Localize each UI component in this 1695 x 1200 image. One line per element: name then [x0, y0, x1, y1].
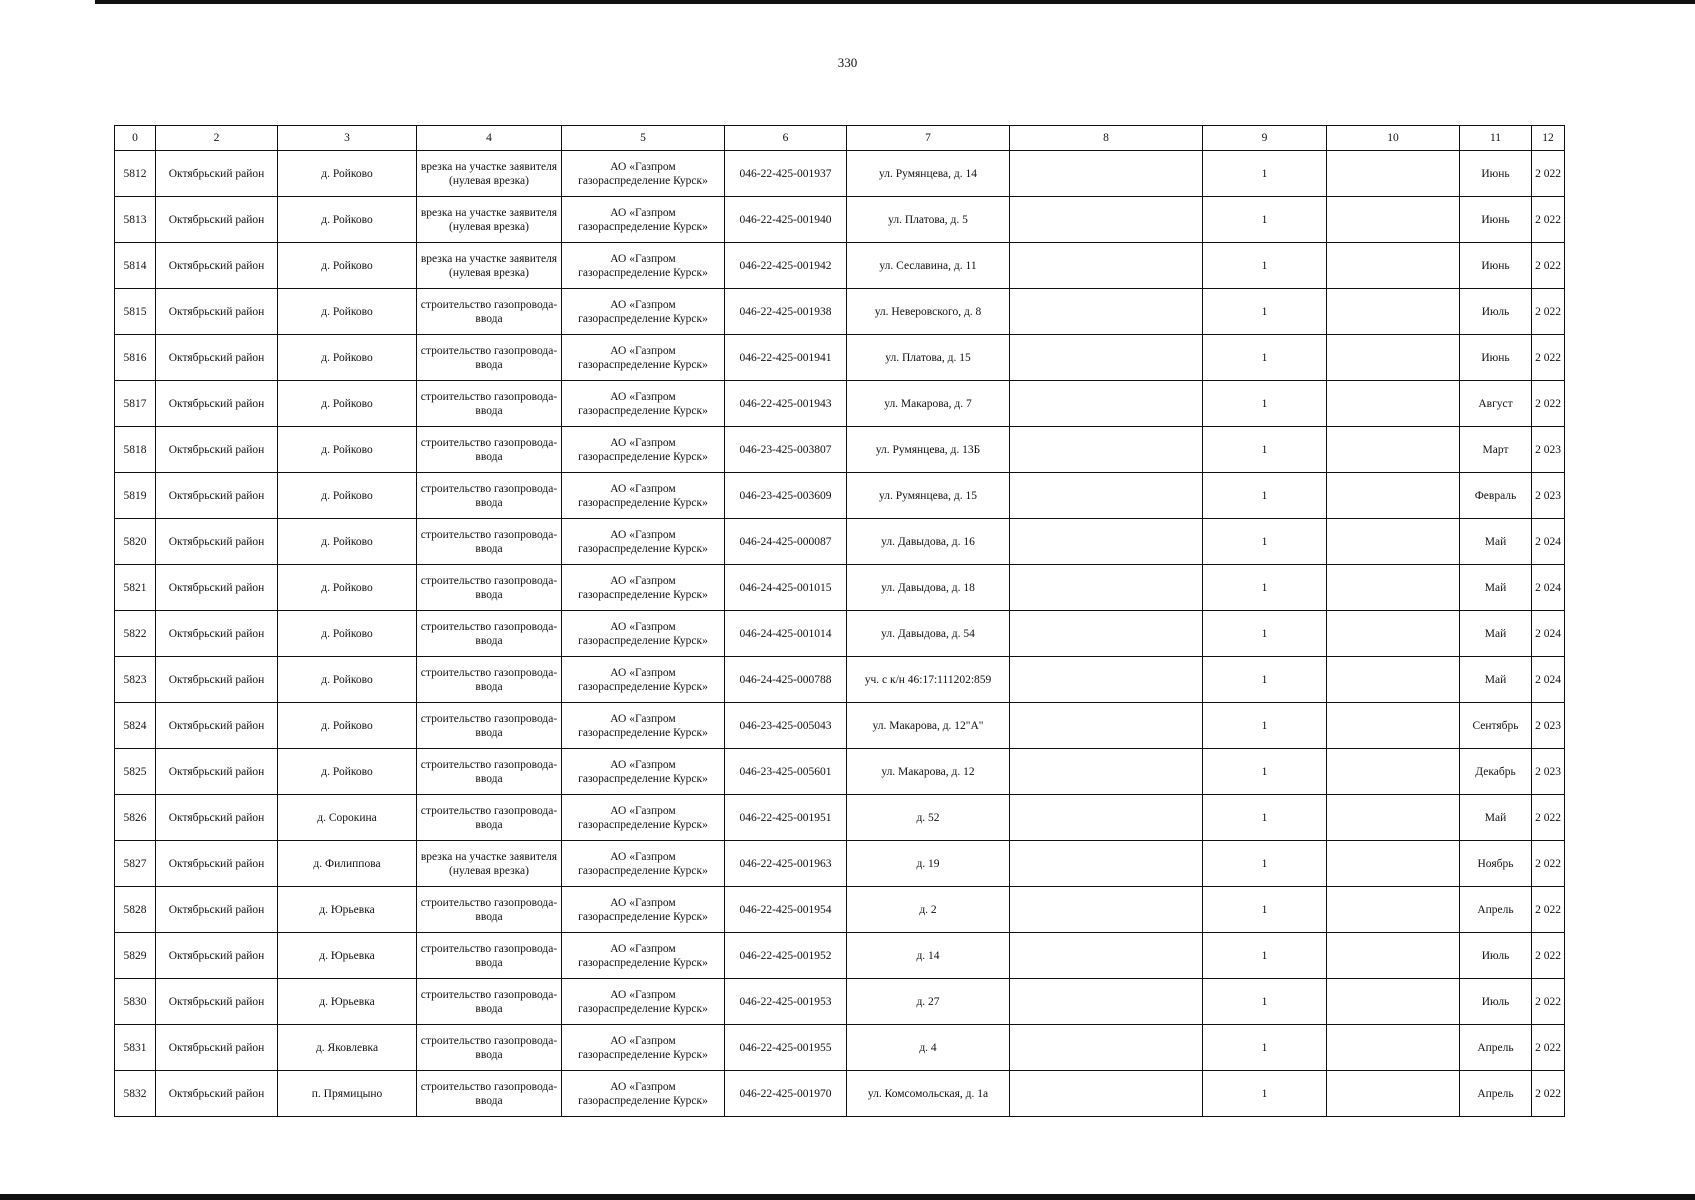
year-cell: 2 024 — [1532, 565, 1565, 611]
month-cell: Март — [1460, 427, 1532, 473]
empty-cell — [1327, 749, 1460, 795]
organization-cell: АО «Газпром газораспределение Курск» — [562, 519, 725, 565]
empty-cell — [1010, 795, 1203, 841]
work-type-cell: строительство газопровода-ввода — [417, 795, 562, 841]
year-cell: 2 024 — [1532, 611, 1565, 657]
address-cell: ул. Румянцева, д. 13Б — [847, 427, 1010, 473]
row-number-cell: 5825 — [115, 749, 156, 795]
district-cell: Октябрьский район — [156, 611, 278, 657]
organization-cell: АО «Газпром газораспределение Курск» — [562, 703, 725, 749]
year-cell: 2 024 — [1532, 519, 1565, 565]
work-type-cell: врезка на участке заявителя (нулевая врезка) — [417, 243, 562, 289]
address-cell: д. 14 — [847, 933, 1010, 979]
year-cell: 2 022 — [1532, 335, 1565, 381]
empty-cell — [1010, 473, 1203, 519]
district-cell: Октябрьский район — [156, 289, 278, 335]
address-cell: д. 52 — [847, 795, 1010, 841]
page-number: 330 — [837, 55, 858, 70]
year-cell: 2 022 — [1532, 381, 1565, 427]
application-number-cell: 046-22-425-001941 — [725, 335, 847, 381]
address-cell: ул. Платова, д. 15 — [847, 335, 1010, 381]
work-type-cell: строительство газопровода-ввода — [417, 519, 562, 565]
month-cell: Апрель — [1460, 1071, 1532, 1117]
application-number-cell: 046-22-425-001942 — [725, 243, 847, 289]
settlement-cell: д. Яковлевка — [278, 1025, 417, 1071]
application-number-cell: 046-22-425-001954 — [725, 887, 847, 933]
empty-cell — [1327, 611, 1460, 657]
table-row — [115, 243, 1565, 289]
district-cell: Октябрьский район — [156, 933, 278, 979]
table-row — [115, 381, 1565, 427]
settlement-cell: д. Ройково — [278, 703, 417, 749]
empty-cell — [1327, 979, 1460, 1025]
organization-cell: АО «Газпром газораспределение Курск» — [562, 795, 725, 841]
work-type-cell: строительство газопровода-ввода — [417, 427, 562, 473]
empty-cell — [1010, 427, 1203, 473]
work-type-cell: строительство газопровода-ввода — [417, 703, 562, 749]
year-cell: 2 023 — [1532, 749, 1565, 795]
year-cell: 2 022 — [1532, 979, 1565, 1025]
organization-cell: АО «Газпром газораспределение Курск» — [562, 565, 725, 611]
application-number-cell: 046-24-425-000087 — [725, 519, 847, 565]
settlement-cell: д. Ройково — [278, 749, 417, 795]
district-cell: Октябрьский район — [156, 979, 278, 1025]
address-cell: ул. Неверовского, д. 8 — [847, 289, 1010, 335]
table-row — [115, 841, 1565, 887]
district-cell: Октябрьский район — [156, 1025, 278, 1071]
month-cell: Август — [1460, 381, 1532, 427]
work-type-cell: строительство газопровода-ввода — [417, 979, 562, 1025]
application-number-cell: 046-23-425-005043 — [725, 703, 847, 749]
month-cell: Июнь — [1460, 197, 1532, 243]
quantity-cell: 1 — [1203, 151, 1327, 197]
table-row — [115, 335, 1565, 381]
month-cell: Июнь — [1460, 243, 1532, 289]
application-number-cell: 046-24-425-001014 — [725, 611, 847, 657]
table-row — [115, 519, 1565, 565]
application-number-cell: 046-24-425-000788 — [725, 657, 847, 703]
row-number-cell: 5814 — [115, 243, 156, 289]
empty-cell — [1327, 197, 1460, 243]
empty-cell — [1010, 243, 1203, 289]
year-cell: 2 022 — [1532, 1025, 1565, 1071]
empty-cell — [1010, 519, 1203, 565]
empty-cell — [1010, 887, 1203, 933]
empty-cell — [1327, 427, 1460, 473]
month-cell: Сентябрь — [1460, 703, 1532, 749]
empty-cell — [1327, 335, 1460, 381]
address-cell: уч. с к/н 46:17:111202:859 — [847, 657, 1010, 703]
quantity-cell: 1 — [1203, 703, 1327, 749]
quantity-cell: 1 — [1203, 933, 1327, 979]
table-row — [115, 1025, 1565, 1071]
column-header: 6 — [725, 126, 847, 151]
settlement-cell: д. Ройково — [278, 243, 417, 289]
year-cell: 2 022 — [1532, 151, 1565, 197]
settlement-cell: д. Филиппова — [278, 841, 417, 887]
application-number-cell: 046-23-425-005601 — [725, 749, 847, 795]
table-row — [115, 749, 1565, 795]
address-cell: ул. Давыдова, д. 54 — [847, 611, 1010, 657]
application-number-cell: 046-24-425-001015 — [725, 565, 847, 611]
empty-cell — [1010, 611, 1203, 657]
table-row — [115, 197, 1565, 243]
application-number-cell: 046-23-425-003807 — [725, 427, 847, 473]
district-cell: Октябрьский район — [156, 795, 278, 841]
column-header: 10 — [1327, 126, 1460, 151]
organization-cell: АО «Газпром газораспределение Курск» — [562, 979, 725, 1025]
empty-cell — [1327, 243, 1460, 289]
row-number-cell: 5832 — [115, 1071, 156, 1117]
address-cell: ул. Макарова, д. 7 — [847, 381, 1010, 427]
address-cell: ул. Макарова, д. 12"А" — [847, 703, 1010, 749]
empty-cell — [1327, 519, 1460, 565]
year-cell: 2 022 — [1532, 243, 1565, 289]
row-number-cell: 5817 — [115, 381, 156, 427]
empty-cell — [1327, 1071, 1460, 1117]
year-cell: 2 024 — [1532, 657, 1565, 703]
settlement-cell: п. Прямицыно — [278, 1071, 417, 1117]
row-number-cell: 5830 — [115, 979, 156, 1025]
settlement-cell: д. Ройково — [278, 427, 417, 473]
header-row — [115, 126, 1565, 151]
organization-cell: АО «Газпром газораспределение Курск» — [562, 887, 725, 933]
row-number-cell: 5826 — [115, 795, 156, 841]
quantity-cell: 1 — [1203, 473, 1327, 519]
settlement-cell: д. Ройково — [278, 473, 417, 519]
table-row — [115, 887, 1565, 933]
district-cell: Октябрьский район — [156, 197, 278, 243]
month-cell: Май — [1460, 519, 1532, 565]
quantity-cell: 1 — [1203, 795, 1327, 841]
organization-cell: АО «Газпром газораспределение Курск» — [562, 1071, 725, 1117]
organization-cell: АО «Газпром газораспределение Курск» — [562, 151, 725, 197]
quantity-cell: 1 — [1203, 289, 1327, 335]
year-cell: 2 022 — [1532, 933, 1565, 979]
settlement-cell: д. Ройково — [278, 657, 417, 703]
month-cell: Май — [1460, 565, 1532, 611]
application-number-cell: 046-22-425-001970 — [725, 1071, 847, 1117]
quantity-cell: 1 — [1203, 519, 1327, 565]
empty-cell — [1327, 473, 1460, 519]
empty-cell — [1010, 979, 1203, 1025]
application-number-cell: 046-22-425-001952 — [725, 933, 847, 979]
row-number-cell: 5815 — [115, 289, 156, 335]
empty-cell — [1010, 933, 1203, 979]
empty-cell — [1327, 381, 1460, 427]
empty-cell — [1010, 335, 1203, 381]
district-cell: Октябрьский район — [156, 887, 278, 933]
work-type-cell: строительство газопровода-ввода — [417, 565, 562, 611]
address-cell: ул. Комсомольская, д. 1а — [847, 1071, 1010, 1117]
settlement-cell: д. Ройково — [278, 289, 417, 335]
empty-cell — [1327, 1025, 1460, 1071]
organization-cell: АО «Газпром газораспределение Курск» — [562, 473, 725, 519]
row-number-cell: 5829 — [115, 933, 156, 979]
column-header: 7 — [847, 126, 1010, 151]
table-row — [115, 703, 1565, 749]
application-number-cell: 046-22-425-001937 — [725, 151, 847, 197]
application-number-cell: 046-22-425-001940 — [725, 197, 847, 243]
district-cell: Октябрьский район — [156, 519, 278, 565]
table-row — [115, 427, 1565, 473]
quantity-cell: 1 — [1203, 887, 1327, 933]
organization-cell: АО «Газпром газораспределение Курск» — [562, 243, 725, 289]
quantity-cell: 1 — [1203, 381, 1327, 427]
row-number-cell: 5822 — [115, 611, 156, 657]
empty-cell — [1327, 887, 1460, 933]
quantity-cell: 1 — [1203, 243, 1327, 289]
quantity-cell: 1 — [1203, 1071, 1327, 1117]
empty-cell — [1010, 381, 1203, 427]
application-number-cell: 046-22-425-001953 — [725, 979, 847, 1025]
work-type-cell: строительство газопровода-ввода — [417, 335, 562, 381]
settlement-cell: д. Сорокина — [278, 795, 417, 841]
month-cell: Июнь — [1460, 335, 1532, 381]
row-number-cell: 5827 — [115, 841, 156, 887]
district-cell: Октябрьский район — [156, 565, 278, 611]
column-header: 9 — [1203, 126, 1327, 151]
settlement-cell: д. Ройково — [278, 611, 417, 657]
work-type-cell: врезка на участке заявителя (нулевая врезка) — [417, 151, 562, 197]
application-number-cell: 046-22-425-001951 — [725, 795, 847, 841]
row-number-cell: 5812 — [115, 151, 156, 197]
address-cell: ул. Платова, д. 5 — [847, 197, 1010, 243]
column-header: 5 — [562, 126, 725, 151]
settlement-cell: д. Ройково — [278, 197, 417, 243]
empty-cell — [1327, 933, 1460, 979]
district-cell: Октябрьский район — [156, 335, 278, 381]
empty-cell — [1327, 289, 1460, 335]
work-type-cell: строительство газопровода-ввода — [417, 289, 562, 335]
empty-cell — [1010, 289, 1203, 335]
address-cell: д. 4 — [847, 1025, 1010, 1071]
table-body — [115, 151, 1565, 1117]
row-number-cell: 5820 — [115, 519, 156, 565]
quantity-cell: 1 — [1203, 197, 1327, 243]
table-row — [115, 473, 1565, 519]
row-number-cell: 5813 — [115, 197, 156, 243]
settlement-cell: д. Юрьевка — [278, 933, 417, 979]
organization-cell: АО «Газпром газораспределение Курск» — [562, 335, 725, 381]
month-cell: Июнь — [1460, 151, 1532, 197]
empty-cell — [1010, 565, 1203, 611]
year-cell: 2 023 — [1532, 427, 1565, 473]
table-row — [115, 151, 1565, 197]
empty-cell — [1010, 1025, 1203, 1071]
empty-cell — [1010, 151, 1203, 197]
address-cell: д. 27 — [847, 979, 1010, 1025]
empty-cell — [1010, 841, 1203, 887]
table-row — [115, 611, 1565, 657]
organization-cell: АО «Газпром газораспределение Курск» — [562, 841, 725, 887]
empty-cell — [1010, 749, 1203, 795]
row-number-cell: 5828 — [115, 887, 156, 933]
register-table — [114, 125, 1565, 1117]
year-cell: 2 022 — [1532, 795, 1565, 841]
month-cell: Май — [1460, 795, 1532, 841]
settlement-cell: д. Ройково — [278, 335, 417, 381]
quantity-cell: 1 — [1203, 749, 1327, 795]
address-cell: ул. Румянцева, д. 15 — [847, 473, 1010, 519]
work-type-cell: строительство газопровода-ввода — [417, 887, 562, 933]
quantity-cell: 1 — [1203, 427, 1327, 473]
organization-cell: АО «Газпром газораспределение Курск» — [562, 749, 725, 795]
year-cell: 2 023 — [1532, 473, 1565, 519]
month-cell: Май — [1460, 657, 1532, 703]
column-header: 3 — [278, 126, 417, 151]
settlement-cell: д. Юрьевка — [278, 979, 417, 1025]
address-cell: ул. Давыдова, д. 18 — [847, 565, 1010, 611]
scan-edge-top — [95, 0, 1695, 4]
year-cell: 2 022 — [1532, 887, 1565, 933]
table-row — [115, 657, 1565, 703]
month-cell: Ноябрь — [1460, 841, 1532, 887]
row-number-cell: 5823 — [115, 657, 156, 703]
month-cell: Июль — [1460, 289, 1532, 335]
table-row — [115, 795, 1565, 841]
quantity-cell: 1 — [1203, 841, 1327, 887]
table-row — [115, 289, 1565, 335]
work-type-cell: строительство газопровода-ввода — [417, 1071, 562, 1117]
district-cell: Октябрьский район — [156, 703, 278, 749]
district-cell: Октябрьский район — [156, 151, 278, 197]
district-cell: Октябрьский район — [156, 841, 278, 887]
application-number-cell: 046-22-425-001943 — [725, 381, 847, 427]
settlement-cell: д. Ройково — [278, 151, 417, 197]
month-cell: Июль — [1460, 933, 1532, 979]
year-cell: 2 023 — [1532, 703, 1565, 749]
month-cell: Февраль — [1460, 473, 1532, 519]
year-cell: 2 022 — [1532, 197, 1565, 243]
application-number-cell: 046-22-425-001955 — [725, 1025, 847, 1071]
column-header: 2 — [156, 126, 278, 151]
address-cell: ул. Сеславина, д. 11 — [847, 243, 1010, 289]
settlement-cell: д. Юрьевка — [278, 887, 417, 933]
scan-edge-bottom — [0, 1194, 1695, 1200]
month-cell: Декабрь — [1460, 749, 1532, 795]
work-type-cell: строительство газопровода-ввода — [417, 749, 562, 795]
address-cell: ул. Румянцева, д. 14 — [847, 151, 1010, 197]
organization-cell: АО «Газпром газораспределение Курск» — [562, 657, 725, 703]
empty-cell — [1010, 703, 1203, 749]
address-cell: д. 19 — [847, 841, 1010, 887]
application-number-cell: 046-23-425-003609 — [725, 473, 847, 519]
organization-cell: АО «Газпром газораспределение Курск» — [562, 611, 725, 657]
empty-cell — [1327, 703, 1460, 749]
settlement-cell: д. Ройково — [278, 565, 417, 611]
organization-cell: АО «Газпром газораспределение Курск» — [562, 197, 725, 243]
quantity-cell: 1 — [1203, 611, 1327, 657]
column-header: 8 — [1010, 126, 1203, 151]
address-cell: ул. Макарова, д. 12 — [847, 749, 1010, 795]
month-cell: Апрель — [1460, 1025, 1532, 1071]
quantity-cell: 1 — [1203, 1025, 1327, 1071]
month-cell: Апрель — [1460, 887, 1532, 933]
year-cell: 2 022 — [1532, 1071, 1565, 1117]
address-cell: ул. Давыдова, д. 16 — [847, 519, 1010, 565]
work-type-cell: строительство газопровода-ввода — [417, 1025, 562, 1071]
district-cell: Октябрьский район — [156, 243, 278, 289]
column-header: 11 — [1460, 126, 1532, 151]
organization-cell: АО «Газпром газораспределение Курск» — [562, 289, 725, 335]
work-type-cell: строительство газопровода-ввода — [417, 933, 562, 979]
table-row — [115, 565, 1565, 611]
empty-cell — [1327, 565, 1460, 611]
organization-cell: АО «Газпром газораспределение Курск» — [562, 1025, 725, 1071]
district-cell: Октябрьский район — [156, 657, 278, 703]
district-cell: Октябрьский район — [156, 473, 278, 519]
column-header: 4 — [417, 126, 562, 151]
empty-cell — [1010, 1071, 1203, 1117]
empty-cell — [1327, 841, 1460, 887]
table-row — [115, 979, 1565, 1025]
quantity-cell: 1 — [1203, 335, 1327, 381]
table-row — [115, 933, 1565, 979]
row-number-cell: 5824 — [115, 703, 156, 749]
organization-cell: АО «Газпром газораспределение Курск» — [562, 427, 725, 473]
settlement-cell: д. Ройково — [278, 519, 417, 565]
settlement-cell: д. Ройково — [278, 381, 417, 427]
quantity-cell: 1 — [1203, 657, 1327, 703]
empty-cell — [1327, 151, 1460, 197]
district-cell: Октябрьский район — [156, 381, 278, 427]
table-row — [115, 1071, 1565, 1117]
work-type-cell: строительство газопровода-ввода — [417, 473, 562, 519]
work-type-cell: строительство газопровода-ввода — [417, 381, 562, 427]
address-cell: д. 2 — [847, 887, 1010, 933]
work-type-cell: врезка на участке заявителя (нулевая врезка) — [417, 841, 562, 887]
work-type-cell: строительство газопровода-ввода — [417, 611, 562, 657]
district-cell: Октябрьский район — [156, 749, 278, 795]
column-header: 0 — [115, 126, 156, 151]
row-number-cell: 5831 — [115, 1025, 156, 1071]
organization-cell: АО «Газпром газораспределение Курск» — [562, 933, 725, 979]
application-number-cell: 046-22-425-001938 — [725, 289, 847, 335]
row-number-cell: 5821 — [115, 565, 156, 611]
row-number-cell: 5818 — [115, 427, 156, 473]
quantity-cell: 1 — [1203, 979, 1327, 1025]
empty-cell — [1010, 197, 1203, 243]
organization-cell: АО «Газпром газораспределение Курск» — [562, 381, 725, 427]
month-cell: Май — [1460, 611, 1532, 657]
quantity-cell: 1 — [1203, 565, 1327, 611]
year-cell: 2 022 — [1532, 289, 1565, 335]
application-number-cell: 046-22-425-001963 — [725, 841, 847, 887]
work-type-cell: врезка на участке заявителя (нулевая врезка) — [417, 197, 562, 243]
empty-cell — [1327, 795, 1460, 841]
work-type-cell: строительство газопровода-ввода — [417, 657, 562, 703]
row-number-cell: 5816 — [115, 335, 156, 381]
district-cell: Октябрьский район — [156, 1071, 278, 1117]
year-cell: 2 022 — [1532, 841, 1565, 887]
empty-cell — [1327, 657, 1460, 703]
column-header: 12 — [1532, 126, 1565, 151]
month-cell: Июль — [1460, 979, 1532, 1025]
row-number-cell: 5819 — [115, 473, 156, 519]
empty-cell — [1010, 657, 1203, 703]
district-cell: Октябрьский район — [156, 427, 278, 473]
